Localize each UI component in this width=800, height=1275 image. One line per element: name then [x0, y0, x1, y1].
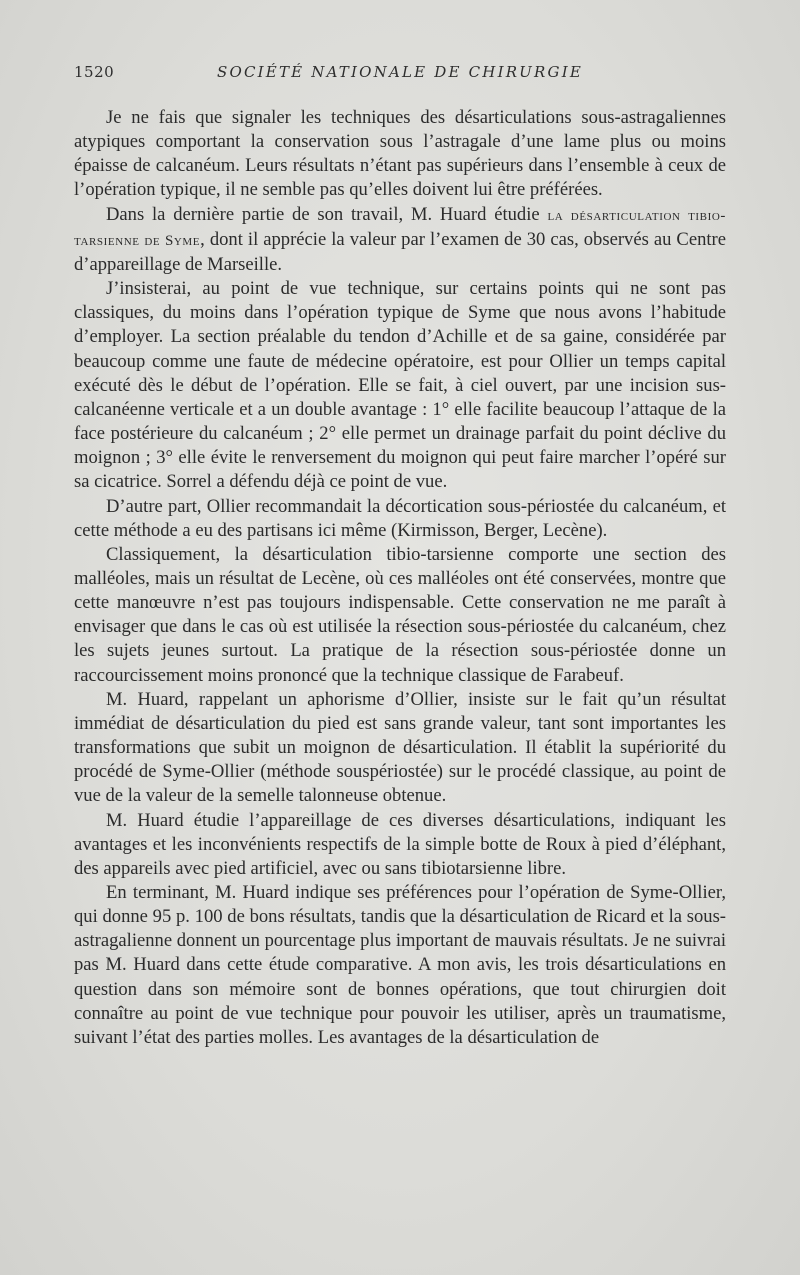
- running-title: SOCIÉTÉ NATIONALE DE CHIRURGIE: [217, 63, 583, 81]
- paragraph: Je ne fais que signaler les techniques des désarticulations sous-astragaliennes atypiques comportant la conservation sous l’astragale d’une lame plus ou moins épaisse de calcanéum. Leurs résultats n’étant pas supérieurs dans l’ensemble à ceux de l’opération typique, il ne semble pas qu’elles doivent lui être préférées.: [74, 107, 726, 201]
- paragraph: D’autre part, Ollier recommandait la décortication sous-périostée du calcanéum, et cette méthode a eu des partisans ici même (Kirmisson, Berger, Lecène).: [74, 495, 726, 541]
- paragraph: En terminant, M. Huard indique ses préférences pour l’opération de Syme-Ollier, qui donne 95 p. 100 de bons résultats, tandis que la désarticulation de Ricard et la sous-astragalienne donnent un pourcentage plus important de mauvais résultats. Je ne suivrai pas M. Huard dans cette étude comparative. A mon avis, les trois désarticulations en question dans son mémoire sont de bonnes opérations, que tout chirurgien doit connaître au point de vue technique pour pouvoir les utiliser, après un traumatisme, suivant l’état des parties molles. Les avantages de la désarticulation de: [74, 882, 726, 1048]
- paragraph: J’insisterai, au point de vue technique, sur certains points qui ne sont pas classiques, du moins dans l’opération typique de Syme que nous avons l’habitude d’employer. La section préalable du tendon d’Achille et de sa gaine, considérée par beaucoup comme une faute de médecine opératoire, est pour Ollier un temps capital exécuté dès le début de l’opération. Elle se fait, à ciel ouvert, par une incision sus-calcanéenne verticale et a un double avantage : 1° elle facilite beaucoup l’attaque de la face postérieure du calcanéum ; 2° elle permet un drainage parfait du point déclive du moignon ; 3° elle évite le renversement du moignon qui peut faire marcher l’opéré sur sa cicatrice. Sorrel a défendu déjà ce point de vue.: [74, 278, 726, 493]
- paragraph-text: Dans la dernière partie de son travail, M. Huard étudie: [106, 203, 548, 225]
- page-number: 1520: [74, 63, 115, 81]
- paragraph: M. Huard, rappelant un aphorisme d’Ollier, insiste sur le fait qu’un résultat immédiat de désarticulation du pied est sans grande valeur, tant sont importantes les transformations que subit un moignon de désarticulation. Il établit la supériorité du procédé de Syme-Ollier (méthode souspériostée) sur le procédé classique, au point de vue de la valeur de la semelle talonneuse obtenue.: [74, 688, 726, 807]
- paragraph: M. Huard étudie l’appareillage de ces diverses désarticulations, indiquant les avantages et les inconvénients respectifs de la simple botte de Roux à pied d’éléphant, des appareils avec pied artificiel, avec ou sans tibiotarsienne libre.: [74, 809, 726, 879]
- paragraph-text: , dont il apprécie la valeur par l’examen de 30 cas, observés au Centre d’appareillage de Marseille.: [74, 228, 726, 275]
- paragraph: [74, 203, 726, 277]
- page-header: [74, 63, 726, 85]
- paragraph: Classiquement, la désarticulation tibio-tarsienne comporte une section des malléoles, mais un résultat de Lecène, où ces malléoles ont été conservées, montre que cette manœuvre n’est pas toujours indispensable. Cette conservation ne me paraît à envisager que dans le cas où est utilisée la résection sous-périostée du calcanéum, chez les sujets jeunes surtout. La pratique de la résection sous-périostée donne un raccourcissement moins prononcé que la technique classique de Farabeuf.: [74, 543, 726, 686]
- body-text: [74, 106, 726, 1050]
- smallcaps-heading: la désarticulation tibio-tarsienne de Syme: [74, 207, 726, 249]
